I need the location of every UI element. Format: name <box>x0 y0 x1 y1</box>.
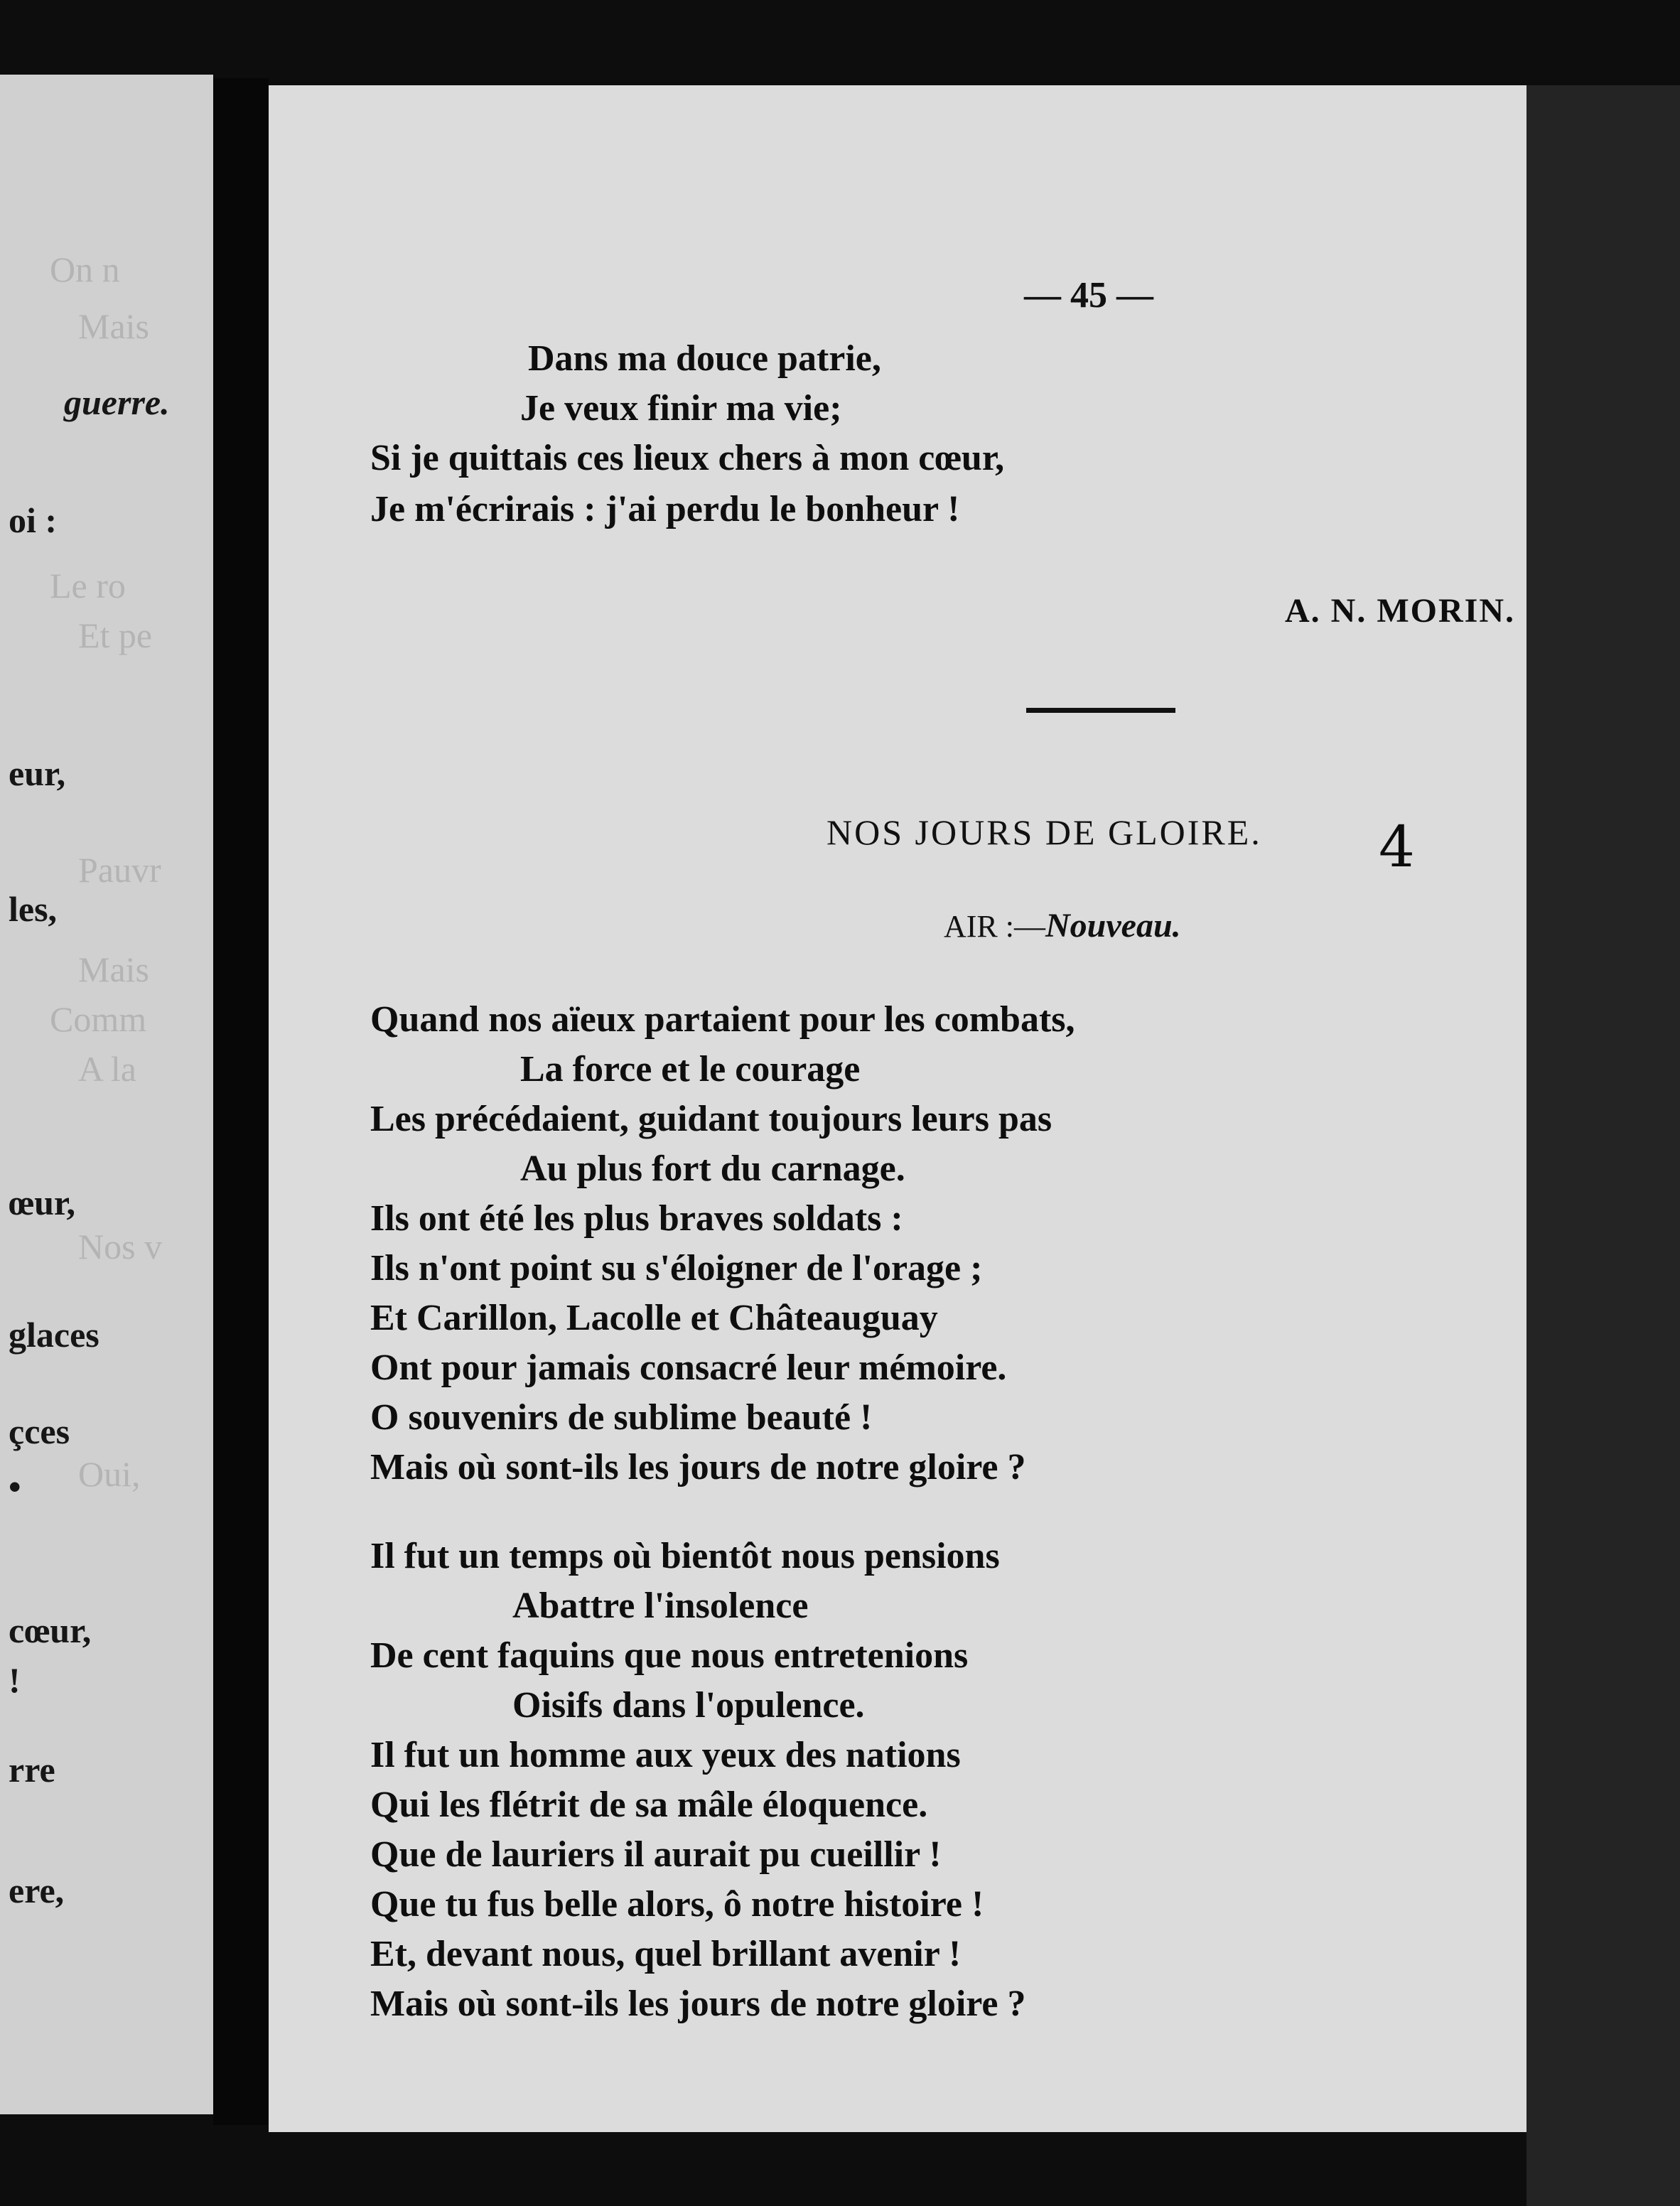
verse-line: Abattre l'insolence <box>512 1586 809 1626</box>
left-page-ghost-text: Et pe <box>78 615 153 655</box>
verse-line: Je m'écrirais : j'ai perdu le bonheur ! <box>370 489 960 529</box>
left-page-fragment: glaces <box>9 1315 99 1355</box>
verse-line: Et Carillon, Lacolle et Châteauguay <box>370 1298 938 1338</box>
air-name: Nouveau. <box>1045 907 1181 945</box>
verse-line: Que de lauriers il aurait pu cueillir ! <box>370 1834 942 1875</box>
left-page-fragment: ! <box>9 1660 21 1700</box>
verse-line: Ils ont été les plus braves soldats : <box>370 1198 903 1239</box>
left-page-ghost-text: A la <box>78 1049 136 1089</box>
verse-line: Et, devant nous, quel brillant avenir ! <box>370 1934 962 1974</box>
left-page-edge <box>0 75 213 2114</box>
left-page-fragment: œur, <box>9 1183 76 1222</box>
left-page-fragment: • <box>9 1467 21 1507</box>
verse-line: Ils n'ont point su s'éloigner de l'orage ; <box>370 1248 983 1288</box>
scan-background <box>1526 85 1680 2206</box>
book-page <box>269 85 1526 2132</box>
section-divider <box>1026 708 1175 713</box>
verse-line: Que tu fus belle alors, ô notre histoire ! <box>370 1884 984 1925</box>
left-page-ghost-text: Mais <box>78 949 149 989</box>
left-page-ghost-text: Oui, <box>78 1454 141 1494</box>
page-number: — 45 — <box>1024 275 1153 316</box>
handwritten-margin-mark: 4 <box>1379 814 1415 880</box>
left-page-fragment: oi : <box>9 500 58 540</box>
song-title: NOS JOURS DE GLOIRE. <box>826 812 1262 852</box>
verse-line: Qui les flétrit de sa mâle éloquence. <box>370 1785 928 1825</box>
left-page-fragment: çces <box>9 1411 70 1451</box>
left-page-ghost-text: Pauvr <box>78 850 161 890</box>
verse-line: Oisifs dans l'opulence. <box>512 1685 865 1726</box>
verse-line: De cent faquins que nous entretenions <box>370 1635 969 1676</box>
author-signature: A. N. MORIN. <box>1285 592 1515 630</box>
left-page-fragment: cœur, <box>9 1610 92 1650</box>
verse-line: Les précédaient, guidant toujours leurs pas <box>370 1099 1052 1139</box>
verse-line: Mais où sont-ils les jours de notre gloire ? <box>370 1984 1026 2024</box>
verse-line: Dans ma douce patrie, <box>528 338 881 379</box>
verse-line: Si je quittais ces lieux chers à mon cœur, <box>370 438 1005 478</box>
left-page-fragment: guerre. <box>64 382 170 422</box>
verse-line: Mais où sont-ils les jours de notre gloire ? <box>370 1447 1026 1487</box>
left-page-ghost-text: On n <box>50 249 120 289</box>
verse-line: O souvenirs de sublime beauté ! <box>370 1397 873 1438</box>
verse-line: Quand nos aïeux partaient pour les combats, <box>370 999 1075 1040</box>
left-page-fragment: eur, <box>9 753 66 793</box>
left-page-ghost-text: Le ro <box>50 566 126 606</box>
book-spine <box>213 78 269 2125</box>
left-page-fragment: rre <box>9 1750 55 1790</box>
left-page-ghost-text: Comm <box>50 999 147 1039</box>
verse-line: Au plus fort du carnage. <box>520 1148 905 1189</box>
air-line <box>944 906 1181 945</box>
verse-line: Il fut un temps où bientôt nous pensions <box>370 1536 1000 1576</box>
left-page-ghost-text: Mais <box>78 306 149 346</box>
verse-line: La force et le courage <box>520 1049 861 1089</box>
air-label: AIR :— <box>944 909 1045 944</box>
left-page-ghost-text: Nos v <box>78 1227 163 1266</box>
left-page-fragment: ere, <box>9 1871 65 1910</box>
left-page-fragment: les, <box>9 889 58 929</box>
verse-line: Je veux finir ma vie; <box>520 388 842 429</box>
verse-line: Ont pour jamais consacré leur mémoire. <box>370 1347 1007 1388</box>
verse-line: Il fut un homme aux yeux des nations <box>370 1735 961 1775</box>
